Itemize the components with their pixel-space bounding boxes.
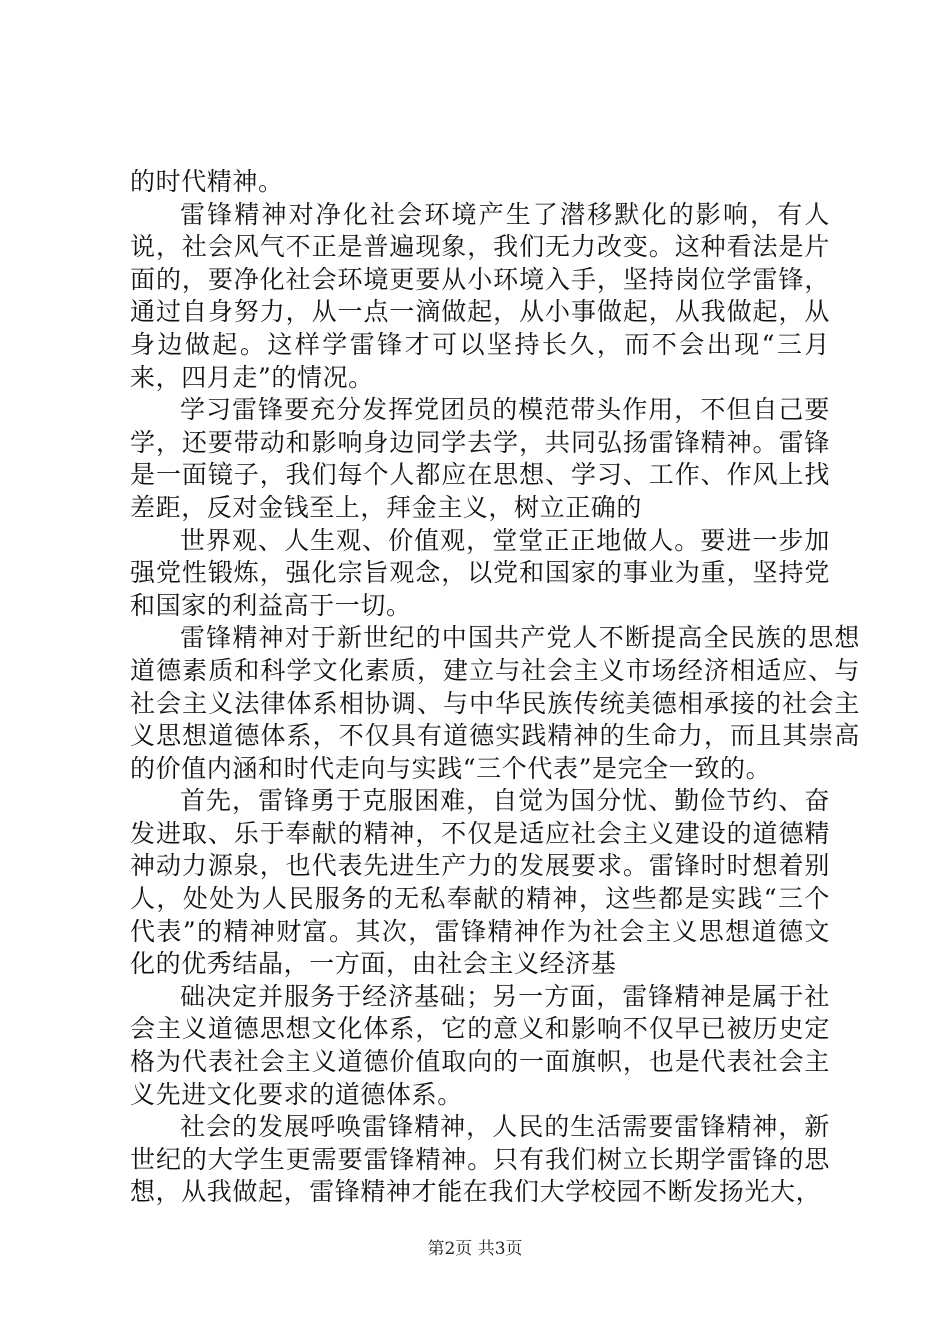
paragraph: 社会的发展呼唤雷锋精神，人民的生活需要雷锋精神，新世纪的大学生更需要雷锋精神。只有我们树立长期学雷锋的思想，从我做起，雷锋精神才能在我们大学校园不断发扬光大， [130,1112,830,1207]
paragraph: 学习雷锋要充分发挥党团员的模范带头作用，不但自己要学，还要带动和影响身边同学去学，共同弘扬雷锋精神。雷锋是一面镜子，我们每个人都应在思想、学习、工作、作风上找差距，反对金钱至上，拜金主义，树立正确的 [130,395,830,522]
paragraph: 世界观、人生观、价值观，堂堂正正地做人。要进一步加强党性锻炼，强化宗旨观念，以党和国家的事业为重，坚持党和国家的利益高于一切。 [130,525,830,620]
paragraph: 首先，雷锋勇于克服困难，自觉为国分忧、勤俭节约、奋发进取、乐于奉献的精神，不仅是适应社会主义建设的道德精神动力源泉，也代表先进生产力的发展要求。雷锋时时想着别人，处处为人民服务的无私奉献的精神，这些都是实践“三个代表”的精神财富。其次，雷锋精神作为社会主义思想道德文化的优秀结晶，一方面，由社会主义经济基 [130,786,830,979]
paragraph: 础决定并服务于经济基础；另一方面，雷锋精神是属于社会主义道德思想文化体系，它的意义和影响不仅早已被历史定格为代表社会主义道德价值取向的一面旗帜，也是代表社会主义先进文化要求的道德体系。 [130,981,830,1109]
paragraph: 的时代精神。 [130,167,284,196]
paragraph: 雷锋精神对于新世纪的中国共产党人不断提高全民族的思想道德素质和科学文化素质，建立与社会主义市场经济相适应、与社会主义法律体系相协调、与中华民族传统美德相承接的社会主义思想道德体系，不仅具有道德实践精神的生命力，而且其崇高的价值内涵和时代走向与实践“三个代表”是完全一致的。 [130,623,860,783]
page-footer: 第2页 共3页 [427,1239,523,1259]
paragraph: 雷锋精神对净化社会环境产生了潜移默化的影响，有人说，社会风气不正是普遍现象，我们无力改变。这种看法是片面的，要净化社会环境更要从小环境入手，坚持岗位学雷锋，通过自身努力，从一点一滴做起，从小事做起，从我做起，从身边做起。这样学雷锋才可以坚持长久，而不会出现“三月来，四月走”的情况。 [130,199,830,392]
document-body [130,166,860,1209]
